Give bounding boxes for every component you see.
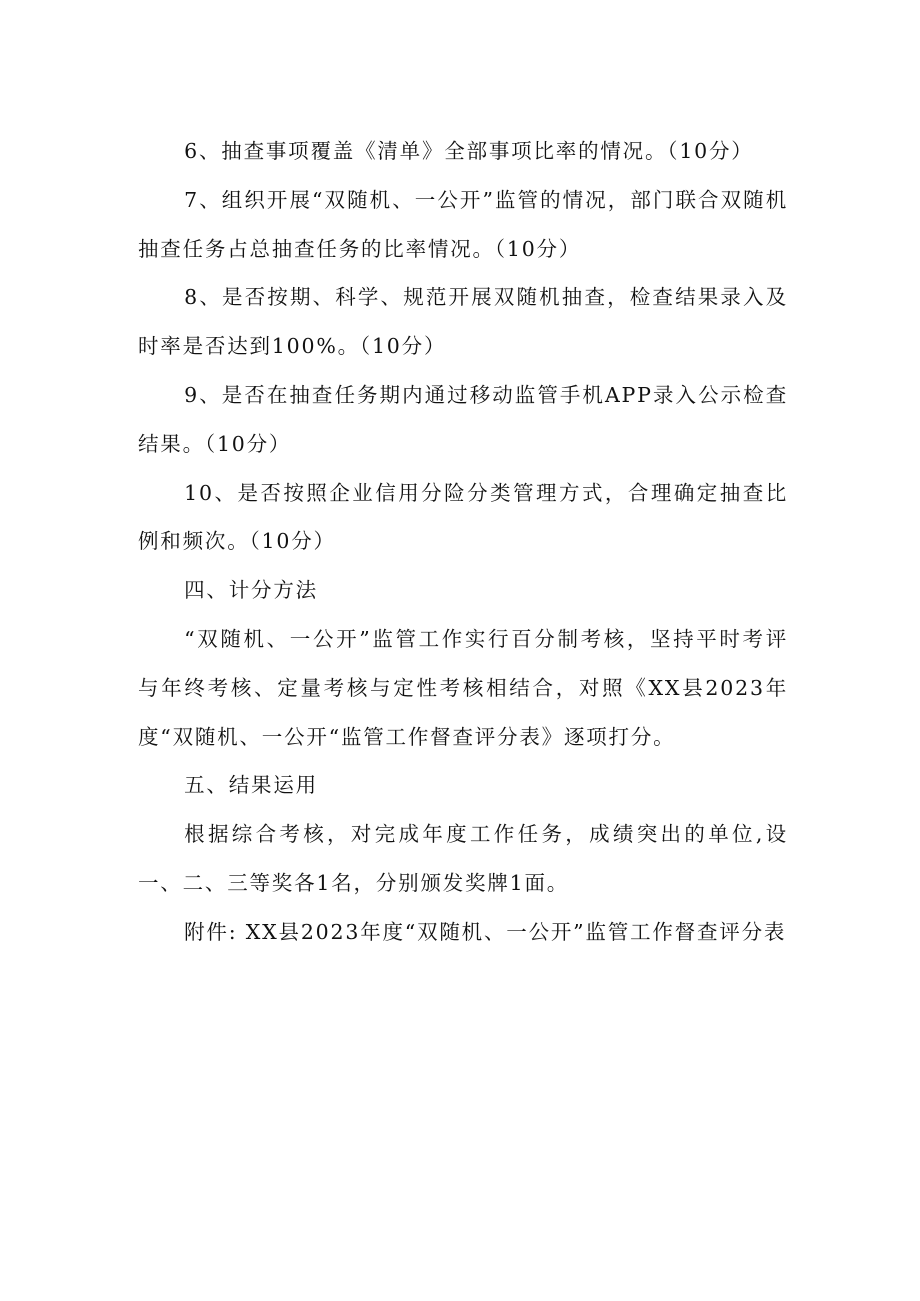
section-heading-scoring-method: 四、计分方法 bbox=[184, 578, 318, 603]
attachment-line: 附件: XX县2023年度“双随机、一公开”监管工作督查评分表 bbox=[184, 919, 787, 944]
document-body bbox=[138, 127, 788, 957]
item-9-paragraph: 9、是否在抽查任务期内通过移动监管手机APP录入公示检查结果。（10分） bbox=[138, 382, 788, 456]
item-6-paragraph: 6、抽查事项覆盖《清单》全部事项比率的情况。（10分） bbox=[184, 139, 754, 163]
item-10-paragraph: 10、是否按照企业信用分险分类管理方式，合理确定抽查比例和频次。（10分） bbox=[138, 480, 788, 554]
scoring-method-paragraph: “双随机、一公开”监管工作实行百分制考核，坚持平时考评与年终考核、定量考核与定性考核相结合，对照《XX县2023年度“双随机、一公开“监管工作督查评分表》逐项打分。 bbox=[138, 626, 788, 749]
item-7-paragraph: 7、组织开展“双随机、一公开”监管的情况，部门联合双随机抽查任务占总抽查任务的比率情况。（10分） bbox=[138, 187, 788, 261]
result-application-paragraph: 根据综合考核，对完成年度工作任务，成绩突出的单位,设一、二、三等奖各1名，分别颁发奖牌1面。 bbox=[138, 822, 788, 895]
item-8-paragraph: 8、是否按期、科学、规范开展双随机抽查，检查结果录入及时率是否达到100%。（10分） bbox=[138, 285, 788, 359]
section-heading-result-application: 五、结果运用 bbox=[184, 773, 318, 798]
